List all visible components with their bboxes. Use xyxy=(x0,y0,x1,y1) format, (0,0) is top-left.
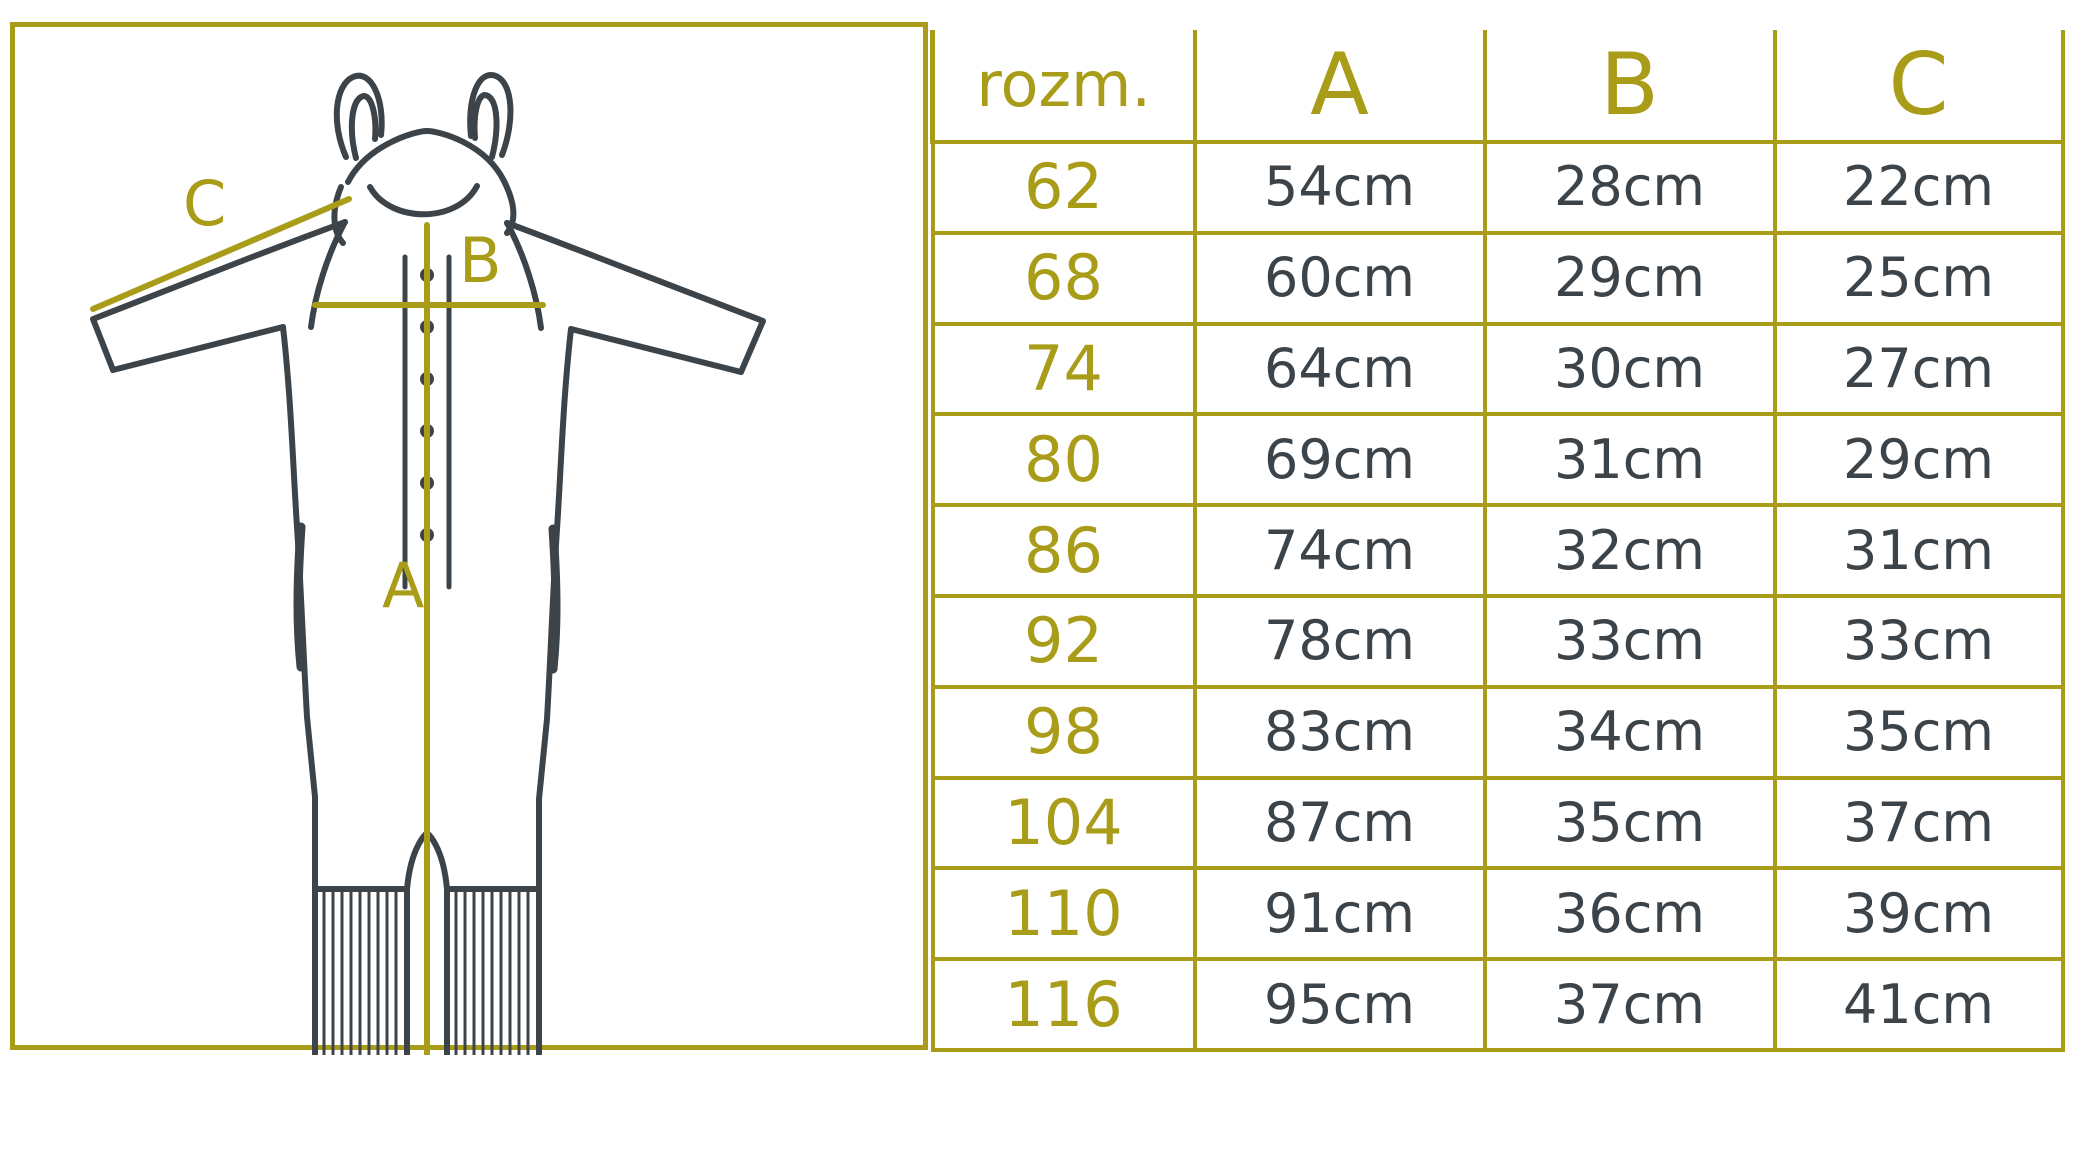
size-table xyxy=(930,30,2065,1052)
cell-a: 60cm xyxy=(1195,233,1485,324)
cell-b: 37cm xyxy=(1485,959,1775,1050)
header-size: rozm. xyxy=(933,30,1195,142)
table-row xyxy=(933,414,2063,505)
table-row xyxy=(933,596,2063,687)
cell-c: 29cm xyxy=(1775,414,2063,505)
table-header-row xyxy=(933,30,2063,142)
cell-size: 68 xyxy=(933,233,1195,324)
cell-b: 34cm xyxy=(1485,687,1775,778)
label-b: B xyxy=(459,224,502,297)
table-row xyxy=(933,324,2063,415)
cell-c: 33cm xyxy=(1775,596,2063,687)
cell-c: 37cm xyxy=(1775,778,2063,869)
cell-size: 104 xyxy=(933,778,1195,869)
cell-b: 32cm xyxy=(1485,505,1775,596)
cell-size: 62 xyxy=(933,142,1195,233)
cell-b: 33cm xyxy=(1485,596,1775,687)
cell-a: 78cm xyxy=(1195,596,1485,687)
cell-size: 116 xyxy=(933,959,1195,1050)
romper-diagram-icon xyxy=(15,27,933,1055)
cell-a: 87cm xyxy=(1195,778,1485,869)
cell-c: 39cm xyxy=(1775,868,2063,959)
table-row xyxy=(933,959,2063,1050)
cell-a: 83cm xyxy=(1195,687,1485,778)
cell-c: 27cm xyxy=(1775,324,2063,415)
cell-c: 22cm xyxy=(1775,142,2063,233)
cell-c: 35cm xyxy=(1775,687,2063,778)
cell-a: 95cm xyxy=(1195,959,1485,1050)
cell-a: 91cm xyxy=(1195,868,1485,959)
cell-b: 28cm xyxy=(1485,142,1775,233)
cell-size: 74 xyxy=(933,324,1195,415)
table-row xyxy=(933,142,2063,233)
cell-a: 69cm xyxy=(1195,414,1485,505)
cell-size: 80 xyxy=(933,414,1195,505)
illustration-panel xyxy=(10,22,928,1050)
cell-a: 54cm xyxy=(1195,142,1485,233)
table-row xyxy=(933,778,2063,869)
label-c: C xyxy=(183,167,227,240)
cell-c: 25cm xyxy=(1775,233,2063,324)
cell-c: 31cm xyxy=(1775,505,2063,596)
cell-c: 41cm xyxy=(1775,959,2063,1050)
table-row xyxy=(933,868,2063,959)
cell-b: 31cm xyxy=(1485,414,1775,505)
table-row xyxy=(933,233,2063,324)
cell-size: 86 xyxy=(933,505,1195,596)
cell-a: 74cm xyxy=(1195,505,1485,596)
table-row xyxy=(933,505,2063,596)
cell-b: 30cm xyxy=(1485,324,1775,415)
cell-b: 35cm xyxy=(1485,778,1775,869)
cell-b: 36cm xyxy=(1485,868,1775,959)
header-c: C xyxy=(1775,30,2063,142)
label-a: A xyxy=(382,549,425,622)
header-a: A xyxy=(1195,30,1485,142)
table-row xyxy=(933,687,2063,778)
cell-size: 92 xyxy=(933,596,1195,687)
cell-size: 110 xyxy=(933,868,1195,959)
cell-a: 64cm xyxy=(1195,324,1485,415)
cell-b: 29cm xyxy=(1485,233,1775,324)
size-table-wrapper xyxy=(930,30,2060,1052)
header-b: B xyxy=(1485,30,1775,142)
cell-size: 98 xyxy=(933,687,1195,778)
